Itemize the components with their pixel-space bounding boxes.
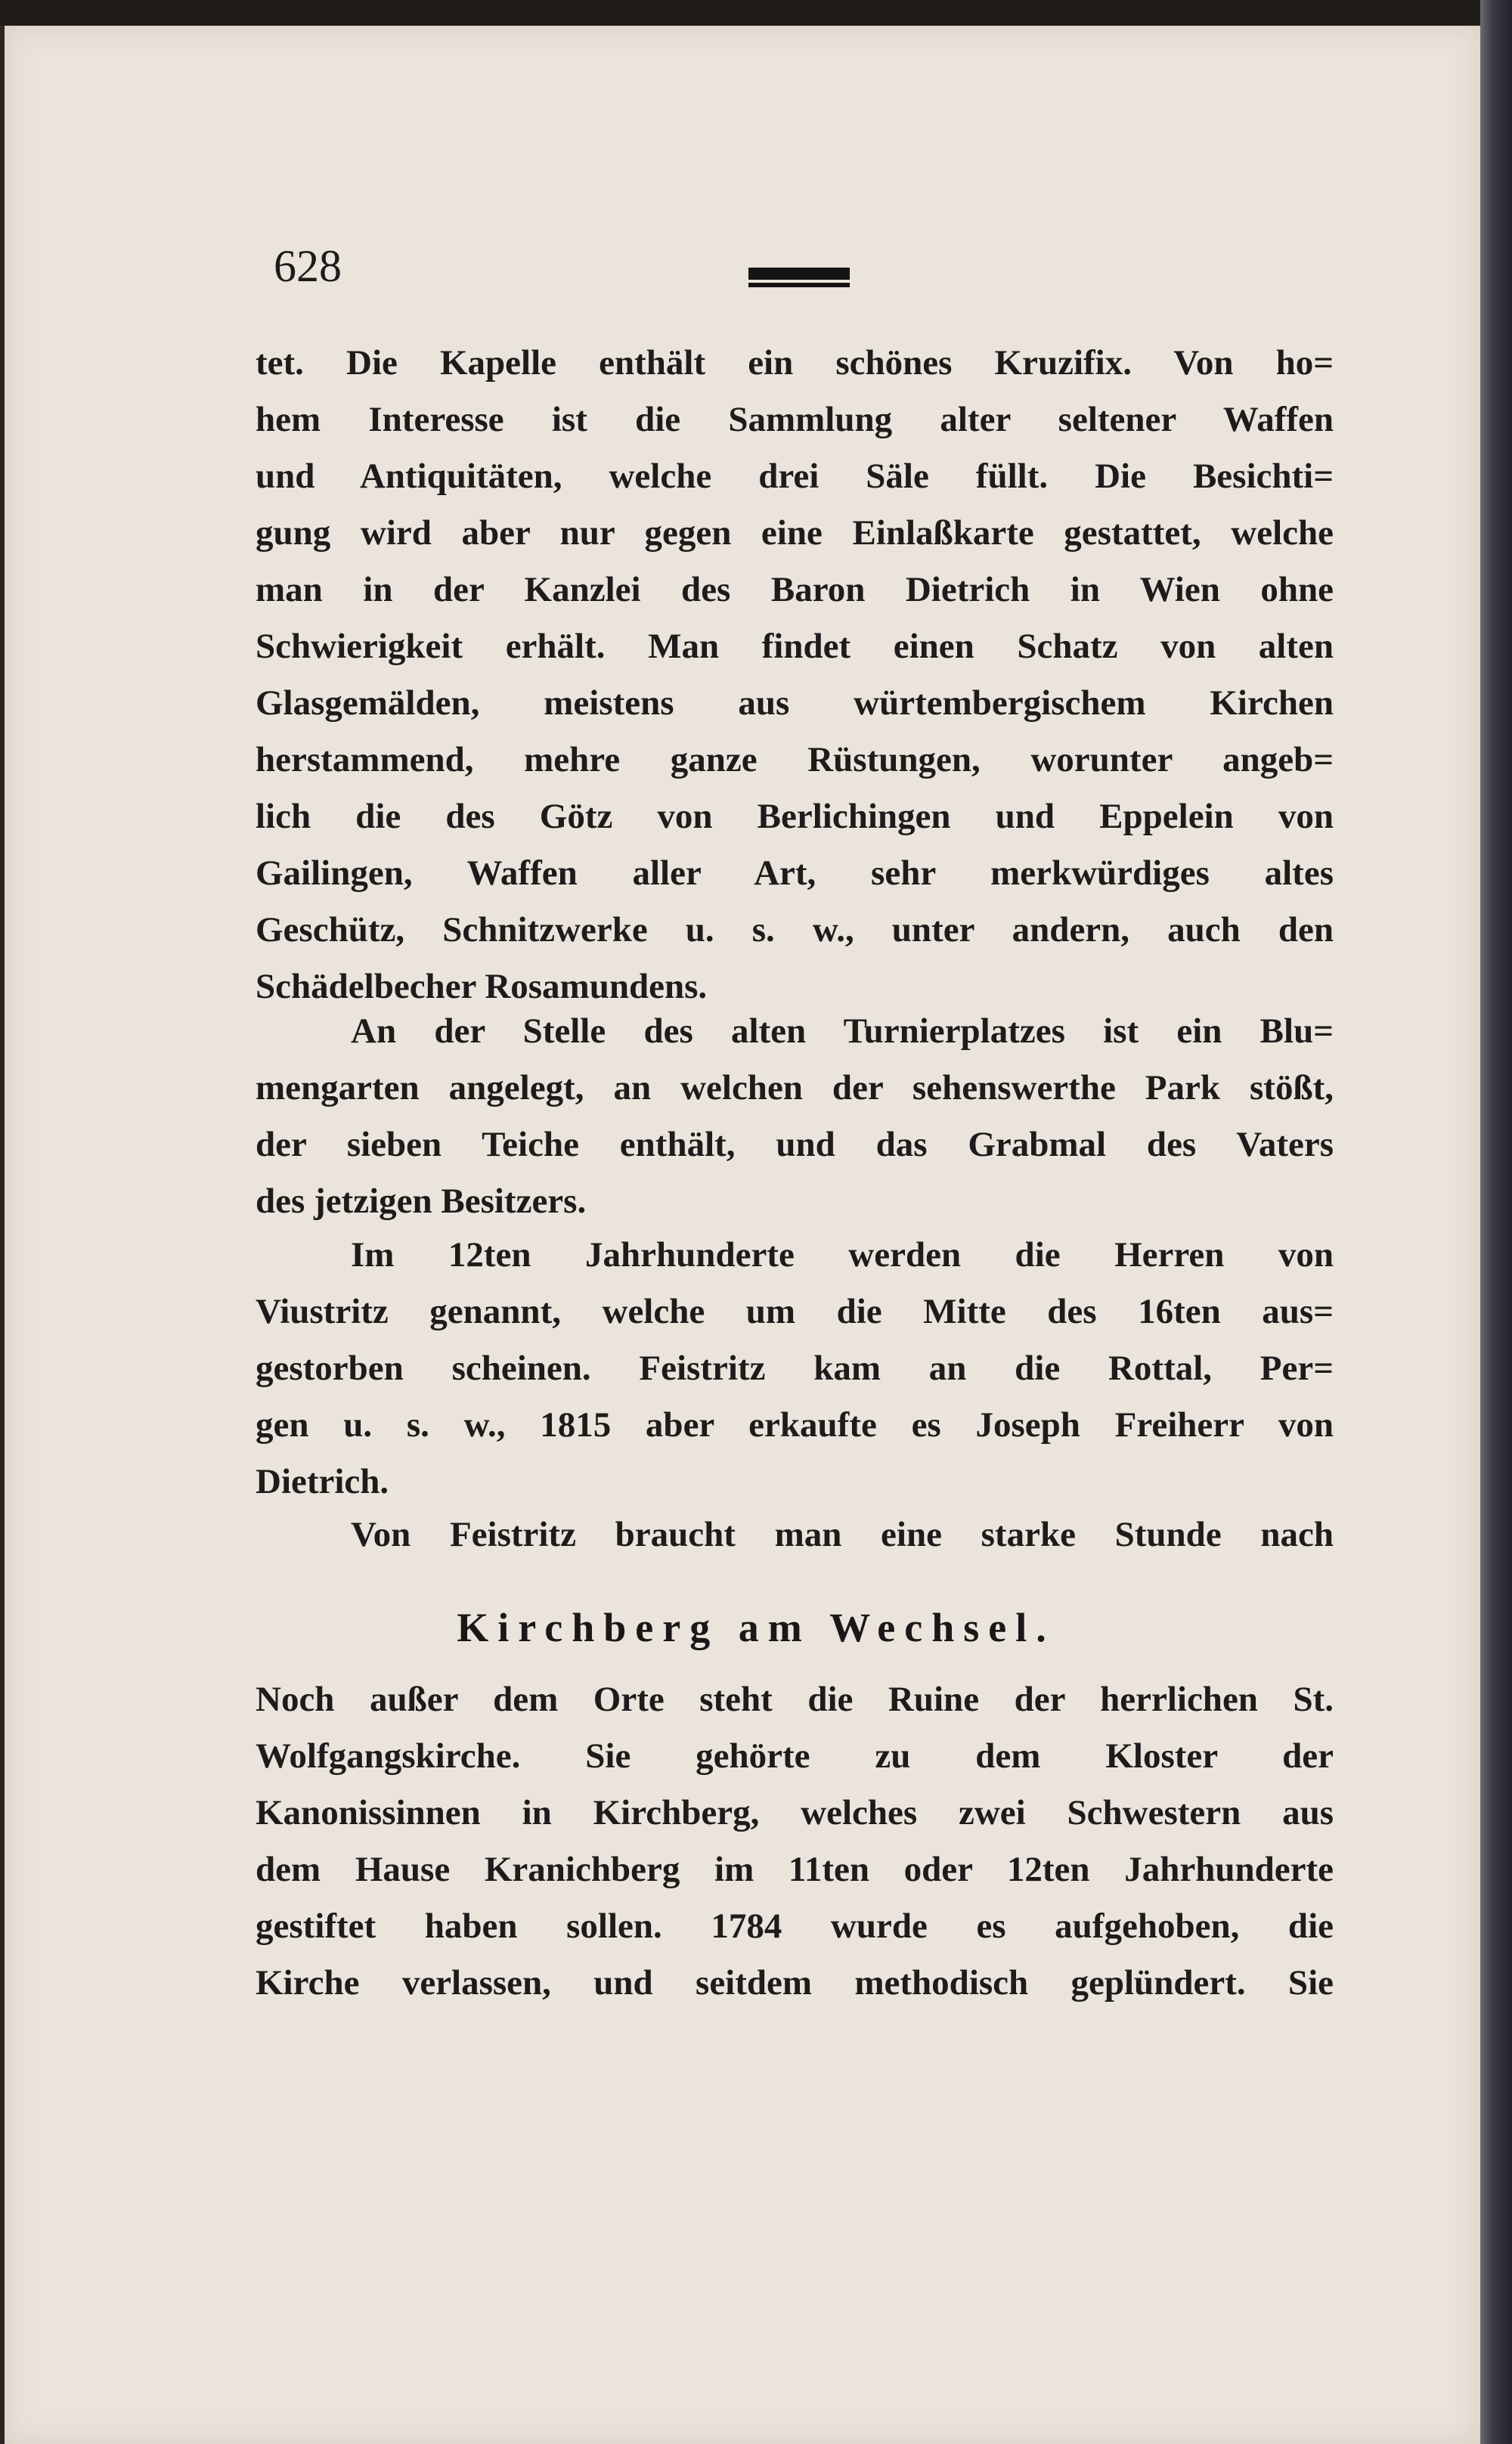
section-heading: Kirchberg am Wechsel. [457,1605,1055,1650]
text-line: dem Hause Kranichberg im 11ten oder 12ten Jahrhunderte [256,1850,1334,1889]
text-line: Schädelbecher Rosamundens. [256,967,708,1006]
text-line: Dietrich. [256,1462,389,1501]
scan-top-edge [0,0,1512,26]
text-line: gestiftet haben sollen. 1784 wurde es aufgehoben, die [256,1907,1334,1946]
book-spine-edge [1480,0,1512,2444]
text-line: hem Interesse ist die Sammlung alter seltener Waffen [256,400,1334,439]
text-line: Wolfgangskirche. Sie gehörte zu dem Kloster der [256,1736,1334,1776]
text-line: der sieben Teiche enthält, und das Grabmal des Vaters [256,1125,1334,1164]
text-line: gung wird aber nur gegen eine Einlaßkarte gestattet, welche [256,513,1334,553]
text-line: mengarten angelegt, an welchen der sehenswerthe Park stößt, [256,1068,1334,1107]
text-line: Kirche verlassen, und seitdem methodisch geplündert. Sie [256,1963,1334,2003]
text-line: Von Feistritz braucht man eine starke Stunde nach [351,1515,1334,1554]
text-line: Geschütz, Schnitzwerke u. s. w., unter andern, auch den [256,910,1334,949]
text-line: man in der Kanzlei des Baron Dietrich in Wien ohne [256,570,1334,609]
text-line: tet. Die Kapelle enthält ein schönes Kruzifix. Von ho= [256,343,1334,383]
page-number: 628 [274,241,342,291]
text-line: Kanonissinnen in Kirchberg, welches zwei Schwestern aus [256,1793,1334,1832]
header-rule [748,268,850,283]
text-line: des jetzigen Besitzers. [256,1182,587,1221]
text-line: gen u. s. w., 1815 aber erkaufte es Joseph Freiherr von [256,1405,1334,1445]
text-line: An der Stelle des alten Turnierplatzes ist ein Blu= [351,1011,1334,1051]
text-line: gestorben scheinen. Feistritz kam an die Rottal, Per= [256,1349,1334,1388]
text-line: Viustritz genannt, welche um die Mitte des 16ten aus= [256,1292,1334,1331]
text-line: und Antiquitäten, welche drei Säle füllt. Die Besichti= [256,457,1334,496]
text-line: Glasgemälden, meistens aus würtembergischem Kirchen [256,683,1334,723]
text-line: Im 12ten Jahrhunderte werden die Herren von [351,1235,1334,1275]
text-line: Schwierigkeit erhält. Man findet einen Schatz von alten [256,627,1334,666]
text-line: lich die des Götz von Berlichingen und Eppelein von [256,797,1334,836]
text-line: herstammend, mehre ganze Rüstungen, worunter angeb= [256,740,1334,779]
text-line: Noch außer dem Orte steht die Ruine der herrlichen St. [256,1680,1334,1719]
text-line: Gailingen, Waffen aller Art, sehr merkwürdiges altes [256,853,1334,893]
